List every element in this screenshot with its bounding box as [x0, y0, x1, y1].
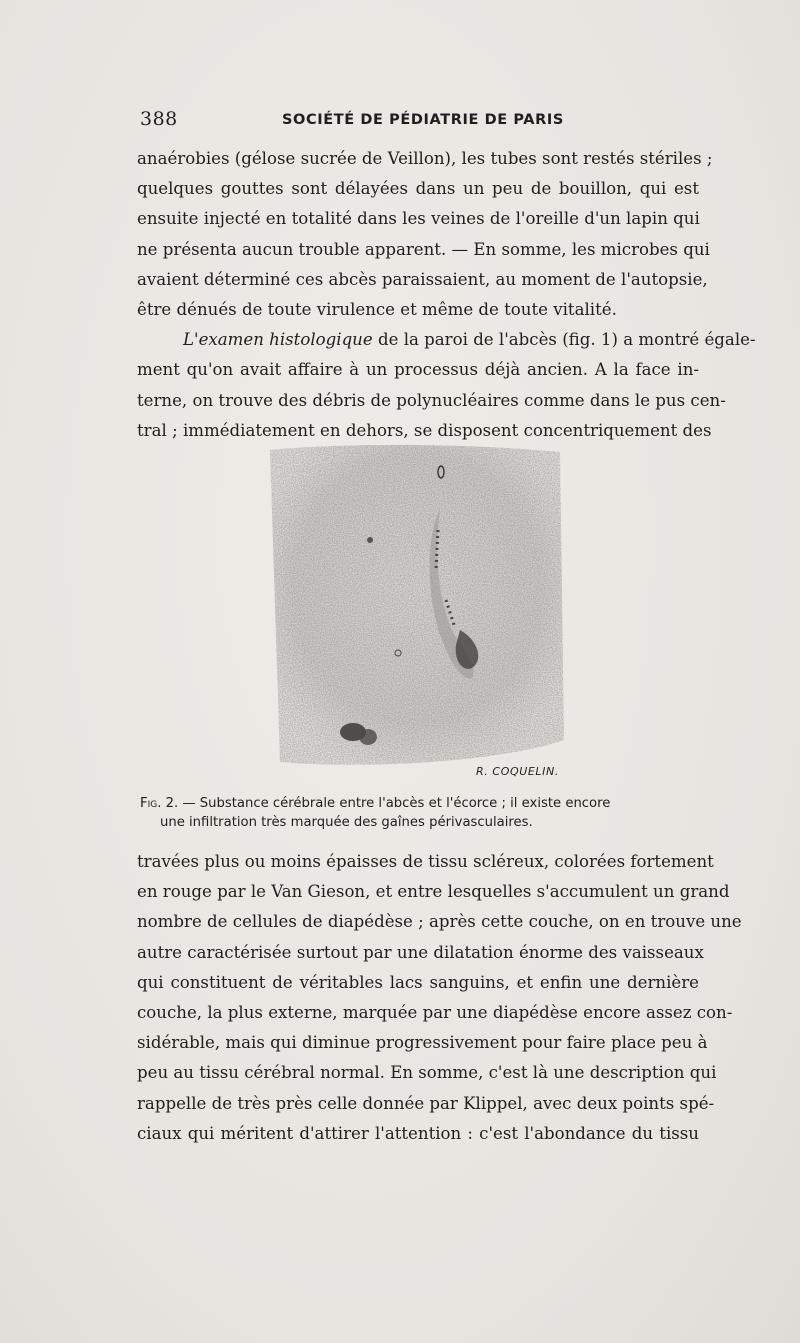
- micrograph-illustration: [258, 440, 570, 785]
- text-line: sidérable, mais qui diminue progressivement pour faire place peu à: [137, 1033, 708, 1053]
- cell-nucleus: [367, 537, 373, 543]
- text-line: en rouge par le Van Gieson, et entre lesquelles s'accumulent un grand: [137, 882, 730, 902]
- text-line: qui constituent de véritables lacs sanguins, et enfin une dernière: [137, 972, 699, 992]
- caption-line-2: une infiltration très marquée des gaînes périvasculaires.: [160, 814, 533, 830]
- artist-signature: R. COQUELIN.: [476, 765, 559, 778]
- text-line: être dénués de toute virulence et même de toute vitalité.: [137, 300, 617, 320]
- text-line: couche, la plus externe, marquée par une diapédèse encore assez con-: [137, 1003, 733, 1023]
- text-line: ciaux qui méritent d'attirer l'attention : c'est l'abondance du tissu: [137, 1123, 699, 1143]
- text-line: terne, on trouve des débris de polynucléaires comme dans le pus cen-: [137, 390, 726, 410]
- text-line: travées plus ou moins épaisses de tissu scléreux, colorées fortement: [137, 852, 714, 871]
- paragraph-1: [137, 144, 713, 325]
- tissue-stipple: [270, 445, 564, 765]
- text-line: avaient déterminé ces abcès paraissaient, au moment de l'autopsie,: [137, 269, 708, 289]
- text-line: nombre de cellules de diapédèse ; après cette couche, on en trouve une: [137, 912, 742, 932]
- text-line: rappelle de très près celle donnée par Klippel, avec deux points spé-: [137, 1093, 715, 1113]
- text-line: [137, 325, 756, 355]
- figure-micrograph: [258, 440, 570, 785]
- caption-text: — Substance cérébrale entre l'abcès et l'écorce ; il existe encore: [178, 796, 611, 811]
- figure-caption: [140, 795, 700, 832]
- text-line: peu au tissu cérébral normal. En somme, c'est là une description qui: [137, 1063, 717, 1083]
- text-line: ensuite injecté en totalité dans les veines de l'oreille d'un lapin qui: [137, 209, 700, 229]
- paragraph-3: [137, 847, 742, 1149]
- text-line: tral ; immédiatement en dehors, se disposent concentriquement des: [137, 420, 712, 440]
- caption-line-1: [140, 795, 700, 814]
- figure-label: Fig. 2.: [140, 796, 179, 811]
- body-text-bottom: [137, 847, 742, 1149]
- text-line: ne présenta aucun trouble apparent. — En somme, les microbes qui: [137, 239, 710, 259]
- cell-cluster: [359, 729, 377, 745]
- paragraph-2: [137, 325, 756, 446]
- text-fragment: de la paroi de l'abcès (fig. 1) a montré égale-: [372, 330, 756, 350]
- emphasis-examen-histologique: L'examen histologique: [183, 330, 373, 350]
- body-text-top: [137, 144, 756, 446]
- text-line: ment qu'on avait affaire à un processus déjà ancien. A la face in-: [137, 360, 699, 380]
- text-line: quelques gouttes sont délayées dans un peu de bouillon, qui est: [137, 179, 699, 199]
- text-line: anaérobies (gélose sucrée de Veillon), les tubes sont restés stériles ;: [137, 149, 713, 168]
- page-number: 388: [140, 108, 178, 130]
- running-title: SOCIÉTÉ DE PÉDIATRIE DE PARIS: [282, 112, 564, 128]
- page-header: [140, 108, 700, 138]
- text-line: autre caractérisée surtout par une dilatation énorme des vaisseaux: [137, 942, 704, 962]
